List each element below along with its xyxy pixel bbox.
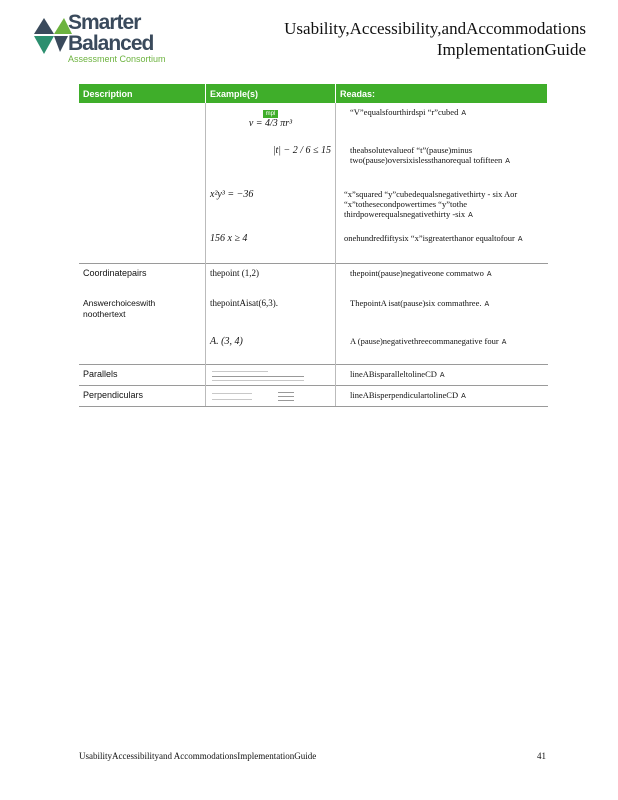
document-title: [284, 18, 586, 60]
page-number: 41: [537, 751, 546, 761]
logo-subtitle: Assessment Consortium: [68, 54, 166, 64]
readas-cell: [336, 229, 548, 264]
accommodation-mark: A: [468, 212, 473, 219]
parallel-lines-icon: [210, 369, 331, 381]
accommodation-mark: A: [461, 393, 466, 400]
readas-text: thepoint(pause)negativeone commatwo: [350, 268, 484, 278]
example-expression: 156 x ≥ 4: [210, 233, 248, 244]
description-cell: Parallels: [79, 365, 206, 386]
readas-text: “x”squared “y”cubedequalsnegativethirty - six Aor “x”tothesecondpowertimes “y”tothe thirdpowerequalsnegativethirty -six: [344, 189, 518, 219]
header-readas: Readas:: [336, 84, 548, 103]
description-cell: [79, 185, 206, 229]
table-row: [79, 332, 548, 365]
example-expression: thepoint (1,2): [210, 268, 259, 278]
readas-cell: [336, 185, 548, 229]
readas-cell: [336, 103, 548, 141]
description-cell: [79, 294, 206, 332]
readas-cell: [336, 332, 548, 365]
accommodation-mark: A: [505, 158, 510, 165]
readas-cell: [336, 294, 548, 332]
example-cell: [206, 365, 336, 386]
readas-text: “V”equalsfourthirdspi “r”cubed: [350, 107, 459, 117]
readas-text: lineABisparalleltolineCD: [350, 369, 437, 379]
table-row: [79, 365, 548, 386]
perpendicular-lines-icon: [210, 390, 331, 402]
readas-cell: [336, 264, 548, 295]
readas-text: lineABisperpendiculartolineCD: [350, 390, 459, 400]
example-expression: |t| − 2 / 6 ≤ 15: [272, 145, 331, 156]
example-cell: [206, 229, 336, 264]
accommodation-mark: A: [486, 271, 492, 278]
accommodation-mark: A: [461, 110, 467, 117]
example-cell: [206, 264, 336, 295]
example-cell: [206, 386, 336, 407]
readas-text: theabsolutevalueof “t”(pause)minus two(pause)oversixislessthanorequal tofifteen: [350, 145, 503, 165]
implied-tag: mpl: [263, 110, 279, 118]
table-row: [79, 386, 548, 407]
example-cell: [206, 141, 336, 185]
description-cell: [79, 332, 206, 365]
footer-title: UsabilityAccessibilityand AccommodationsImplementationGuide: [79, 751, 317, 761]
example-cell: [206, 103, 336, 141]
example-expression: v = 4/3 πr³: [248, 118, 293, 129]
accommodation-mark: A: [501, 339, 507, 346]
description-cell: [79, 141, 206, 185]
description-cell: Perpendiculars: [79, 386, 206, 407]
description-cell: Coordinatepairs: [79, 264, 206, 295]
table-header-row: [79, 84, 548, 103]
example-expression: thepointAisat(6,3).: [210, 298, 278, 308]
table-row: [79, 294, 548, 332]
example-cell: [206, 294, 336, 332]
document-title-line2: ImplementationGuide: [436, 40, 586, 59]
table-row: [79, 185, 548, 229]
example-expression: x²y³ = −36: [210, 189, 254, 200]
description-text: Answerchoiceswith noothertext: [83, 298, 156, 319]
accommodation-mark: A: [484, 301, 490, 308]
example-cell: [206, 185, 336, 229]
readas-text: onehundredfiftysix “x”isgreaterthanor equaltofour: [344, 233, 515, 243]
example-cell: [206, 332, 336, 365]
accommodation-mark: A: [439, 372, 445, 379]
logo-triangles-icon: [32, 14, 72, 56]
readas-cell: [336, 141, 548, 185]
readas-cell: [336, 365, 548, 386]
description-cell: [79, 229, 206, 264]
readas-text: A (pause)negativethreecommanegative four: [350, 336, 499, 346]
logo-word-smarter: Smarter: [68, 11, 141, 34]
logo-word-balanced: Balanced: [68, 32, 154, 55]
table-row: [79, 141, 548, 185]
accommodations-table: [79, 84, 548, 407]
description-cell: [79, 103, 206, 141]
table-row: [79, 264, 548, 295]
document-title-line1: Usability,Accessibility,andAccommodations: [284, 19, 586, 38]
example-expression: A. (3, 4): [210, 336, 243, 347]
logo: [32, 12, 182, 64]
table-row: [79, 229, 548, 264]
accommodation-mark: A: [517, 236, 523, 243]
header-description: Description: [79, 84, 206, 103]
table-row: [79, 103, 548, 141]
readas-cell: [336, 386, 548, 407]
header-examples: Example(s): [206, 84, 336, 103]
readas-text: ThepointA isat(pause)six commathree.: [350, 298, 482, 308]
